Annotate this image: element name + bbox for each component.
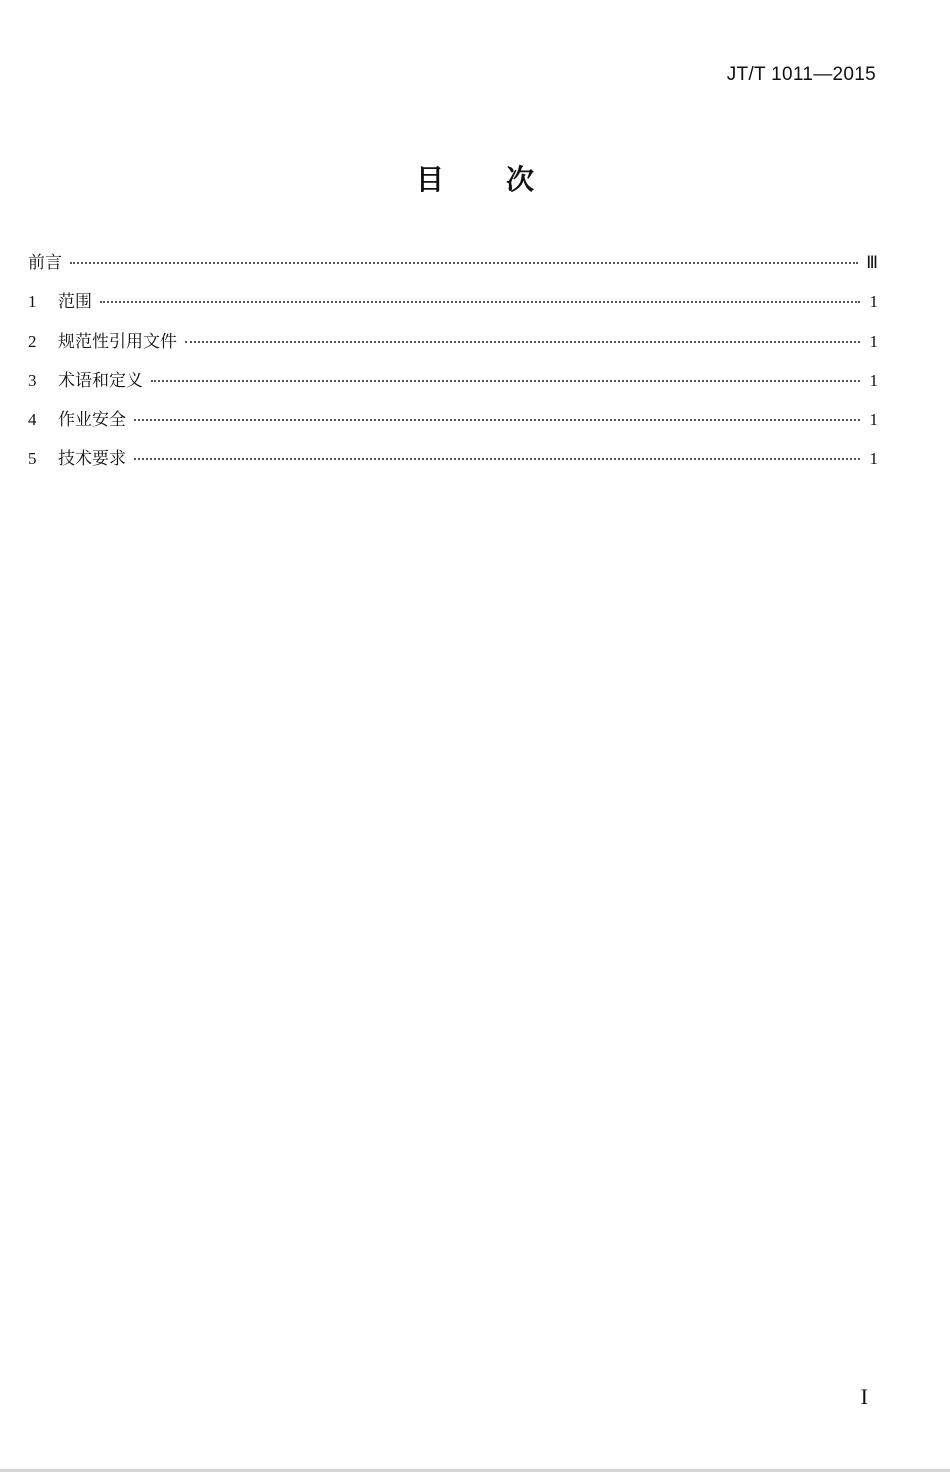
toc-entry-page: Ⅲ	[866, 253, 878, 272]
toc-entry-technical-requirements[interactable]	[28, 444, 878, 483]
standard-code: JT/T 1011—2015	[726, 64, 876, 85]
toc-entry-number: 1	[28, 292, 37, 312]
title-char-2: 次	[506, 163, 535, 196]
toc-entry-number: 4	[28, 410, 37, 430]
toc-entry-label: 作业安全	[58, 410, 126, 431]
toc-entry-label: 规范性引用文件	[58, 331, 177, 352]
toc-entry-work-safety[interactable]	[28, 405, 878, 444]
toc-entry-number: 2	[28, 331, 37, 351]
toc-entry-page: 1	[869, 410, 878, 430]
toc-entry-label: 前言	[28, 253, 62, 273]
toc-entry-page: 1	[869, 331, 878, 351]
page-title	[0, 158, 950, 198]
toc-entry-page: 1	[869, 370, 878, 390]
toc-list	[28, 248, 878, 484]
dot-leader	[151, 376, 860, 382]
dot-leader	[185, 337, 860, 343]
dot-leader	[134, 454, 860, 460]
dot-leader	[100, 297, 860, 303]
dot-leader	[70, 258, 858, 264]
toc-entry-scope[interactable]	[28, 287, 878, 326]
toc-entry-number: 3	[28, 370, 37, 390]
dot-leader	[134, 415, 860, 421]
toc-entry-foreword[interactable]	[28, 248, 878, 287]
page-number: I	[860, 1384, 868, 1409]
toc-entry-page: 1	[869, 449, 878, 469]
toc-entry-label: 术语和定义	[58, 370, 143, 391]
toc-entry-label: 技术要求	[58, 449, 126, 470]
toc-entry-number: 5	[28, 449, 37, 469]
toc-entry-label: 范围	[58, 292, 92, 313]
toc-entry-page: 1	[869, 292, 878, 312]
toc-entry-terms-definitions[interactable]	[28, 366, 878, 405]
title-char-1: 目	[415, 163, 444, 196]
toc-entry-normative-references[interactable]	[28, 327, 878, 366]
